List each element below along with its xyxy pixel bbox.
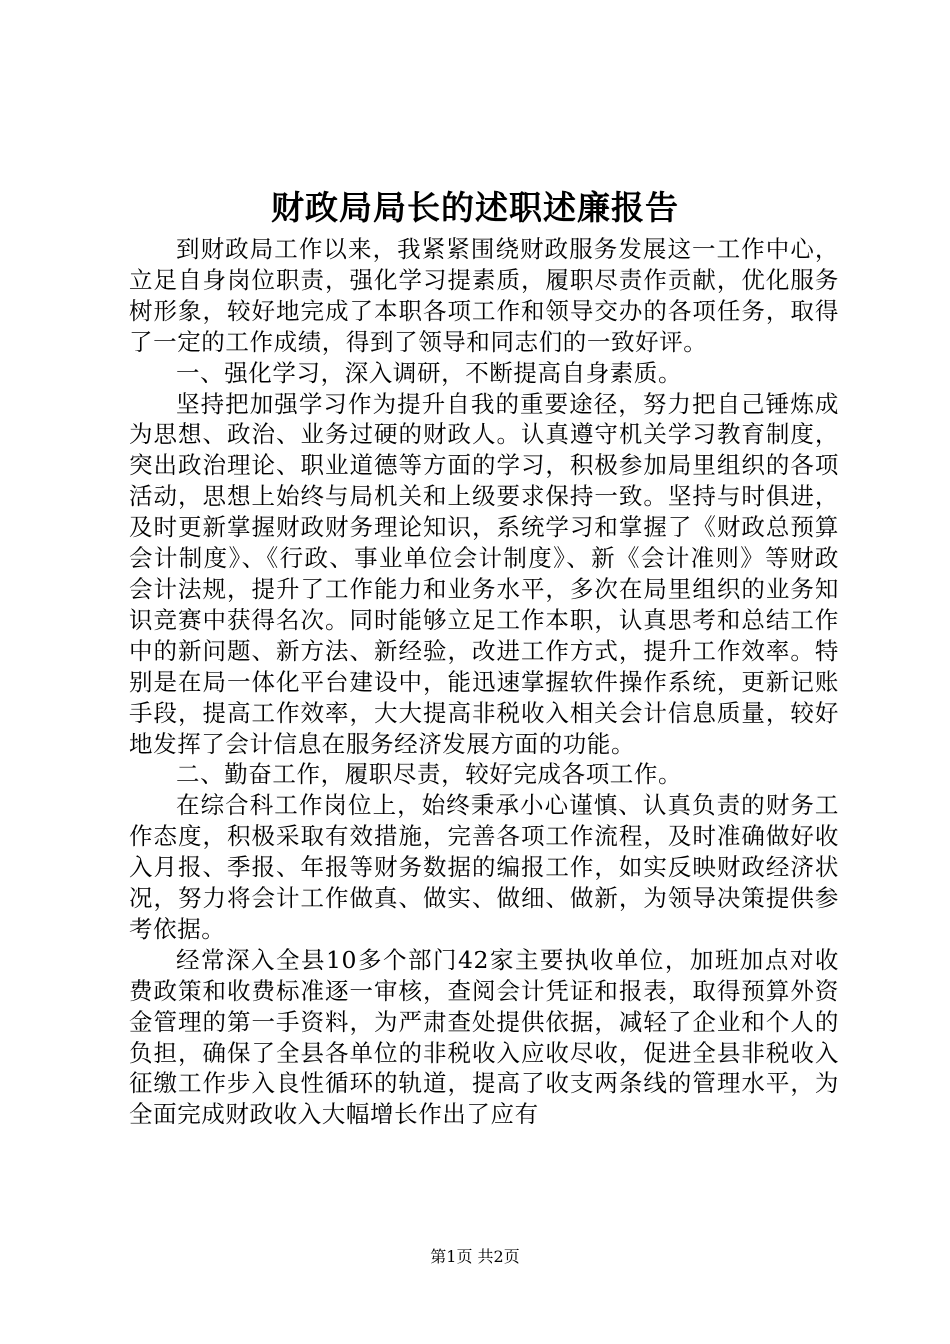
paragraph-field-audit: 经常深入全县10多个部门42家主要执收单位，加班加点对收费政策和收费标准逐一审核，查阅会计凭证和报表，取得预算外资金管理的第一手资料，为严肃查处提供依据，减轻了企业和个人的负担，确保了全县各单位的非税收入应收尽收，促进全县非税收入征缴工作步入良性循环的轨道，提高了收支两条线的管理水平，为全面完成财政收入大幅增长作出了应有 — [129, 945, 839, 1129]
section-heading-1: 一、强化学习，深入调研，不断提高自身素质。 — [176, 358, 683, 387]
document-body — [129, 234, 839, 1130]
section-heading-2: 二、勤奋工作，履职尽责，较好完成各项工作。 — [176, 760, 683, 789]
paragraph-intro: 到财政局工作以来，我紧紧围绕财政服务发展这一工作中心，立足自身岗位职责，强化学习提素质，履职尽责作贡献，优化服务树形象，较好地完成了本职各项工作和领导交办的各项任务，取得了一定的工作成绩，得到了领导和同志们的一致好评。 — [129, 235, 839, 356]
page-footer: 第1页 共2页 — [430, 1247, 520, 1266]
paragraph-study: 坚持把加强学习作为提升自我的重要途径，努力把自己锤炼成为思想、政治、业务过硬的财政人。认真遵守机关学习教育制度，突出政治理论、职业道德等方面的学习，积极参加局里组织的各项活动，思想上始终与局机关和上级要求保持一致。坚持与时俱进，及时更新掌握财政财务理论知识，系统学习和掌握了《财政总预算会计制度》、《行政、事业单位会计制度》、新《会计准则》等财政会计法规，提升了工作能力和业务水平，多次在局里组织的业务知识竞赛中获得名次。同时能够立足工作本职，认真思考和总结工作中的新问题、新方法、新经验，改进工作方式，提升工作效率。特别是在局一体化平台建设中，能迅速掌握软件操作系统，更新记账手段，提高工作效率，大大提高非税收入相关会计信息质量，较好地发挥了会计信息在服务经济发展方面的功能。 — [129, 389, 839, 758]
paragraph-work-post: 在综合科工作岗位上，始终秉承小心谨慎、认真负责的财务工作态度，积极采取有效措施，完善各项工作流程，及时准确做好收入月报、季报、年报等财务数据的编报工作，如实反映财政经济状况，努力将会计工作做真、做实、做细、做新，为领导决策提供参考依据。 — [129, 791, 839, 943]
document-title: 财政局局长的述职述廉报告 — [271, 188, 679, 227]
